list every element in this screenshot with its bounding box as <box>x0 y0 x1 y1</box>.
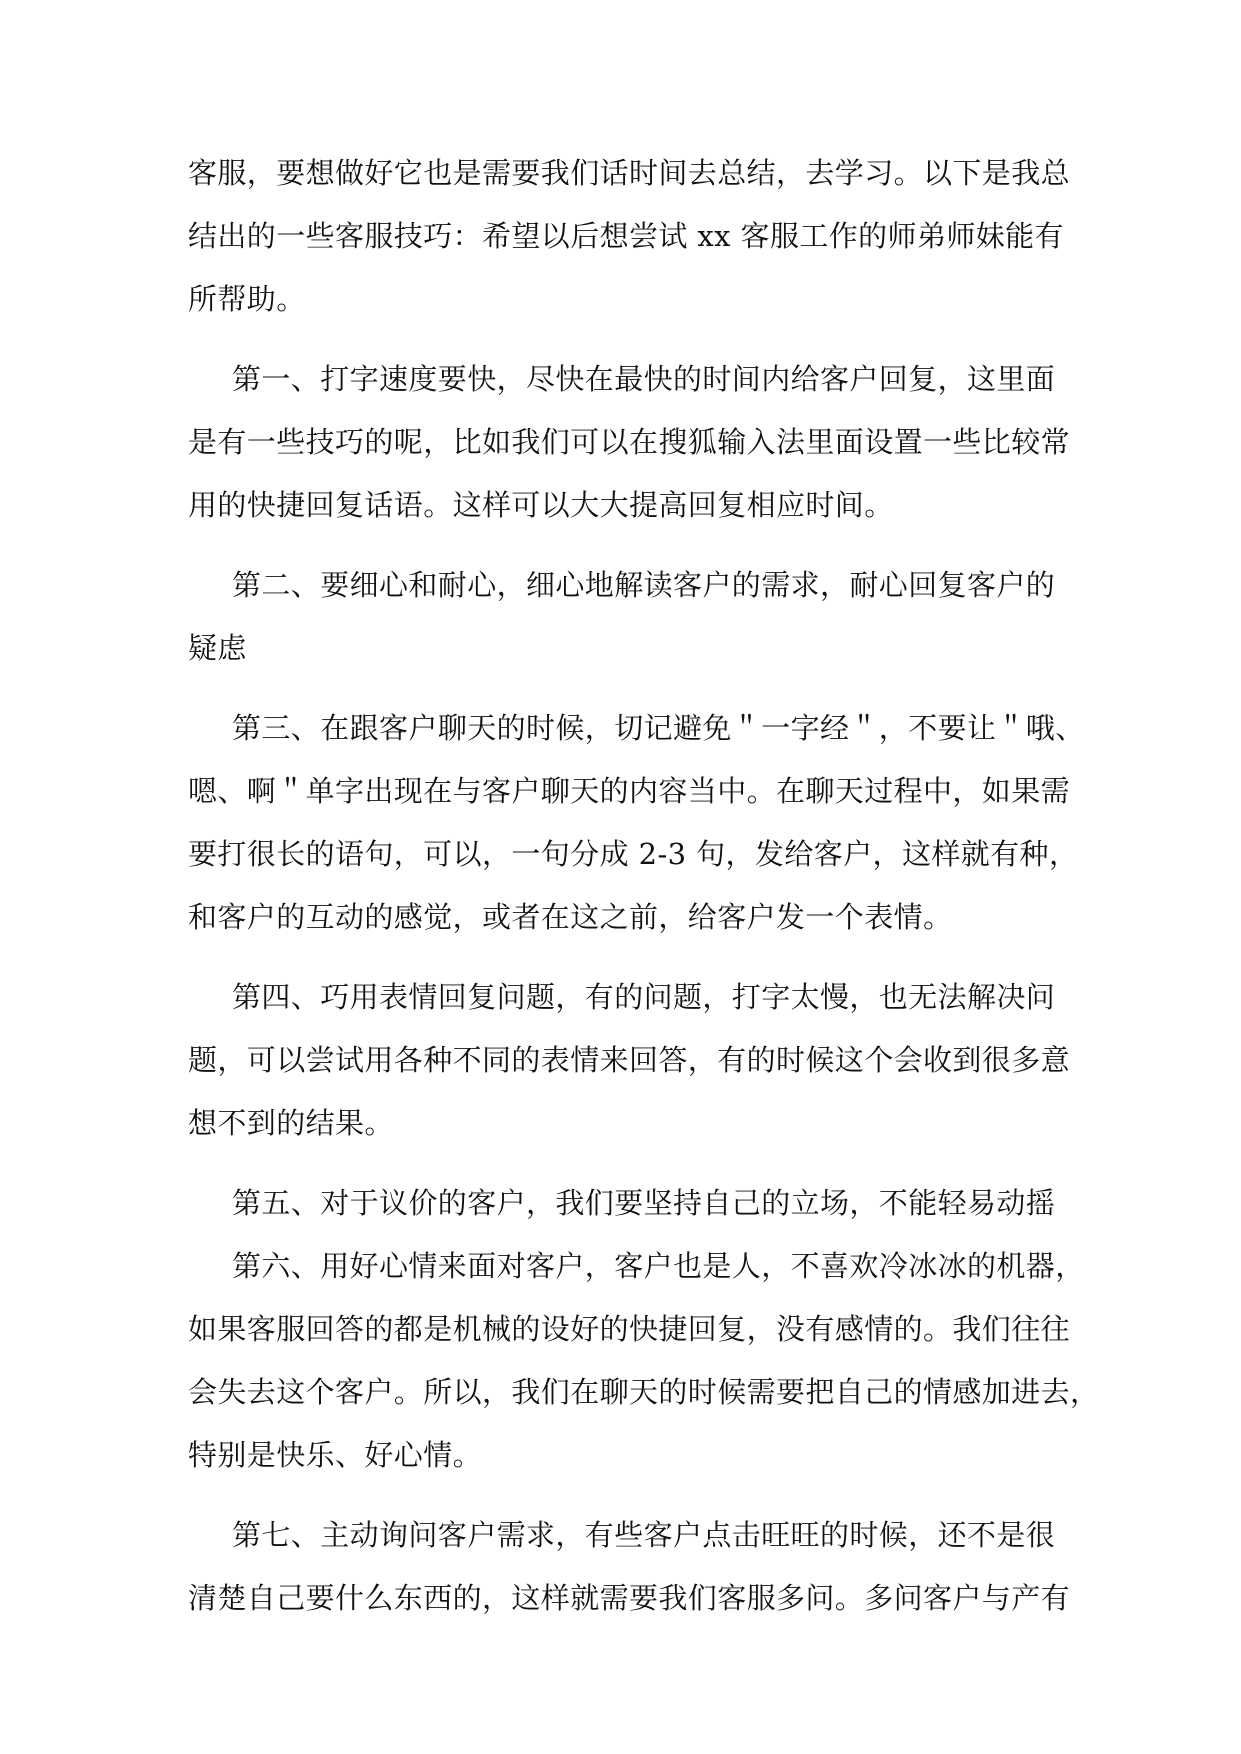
text-line: 结出的一些客服技巧：希望以后想尝试 xx 客服工作的师弟师妹能有 <box>188 219 1064 253</box>
paragraph-start-line: 第三、在跟客户聊天的时候，切记避免＂一字经＂，不要让＂哦、 <box>232 711 1085 745</box>
text-line: 疑虑 <box>188 631 247 665</box>
paragraph-start-line: 第二、要细心和耐心，细心地解读客户的需求，耐心回复客户的 <box>232 568 1056 602</box>
text-line: 特别是快乐、好心情。 <box>188 1438 483 1472</box>
text-line: 清楚自己要什么东西的，这样就需要我们客服多问。多问客户与产有 <box>188 1581 1071 1615</box>
text-line: 题，可以尝试用各种不同的表情来回答，有的时候这个会收到很多意 <box>188 1043 1071 1077</box>
paragraph-start-line: 第六、用好心情来面对客户，客户也是人，不喜欢冷冰冰的机器， <box>232 1249 1085 1283</box>
paragraph-start-line: 第七、主动询问客户需求，有些客户点击旺旺的时候，还不是很 <box>232 1518 1056 1552</box>
text-line: 所帮助。 <box>188 282 306 316</box>
text-line: 客服，要想做好它也是需要我们话时间去总结，去学习。以下是我总 <box>188 156 1071 190</box>
text-line: 要打很长的语句，可以，一句分成 2-3 句，发给客户，这样就有种， <box>188 837 1079 871</box>
text-line: 想不到的结果。 <box>188 1106 394 1140</box>
paragraph-start-line: 第五、对于议价的客户，我们要坚持自己的立场，不能轻易动摇 <box>232 1186 1056 1220</box>
text-line: 嗯、啊＂单字出现在与客户聊天的内容当中。在聊天过程中，如果需 <box>188 774 1071 808</box>
text-line: 和客户的互动的感觉，或者在这之前，给客户发一个表情。 <box>188 900 953 934</box>
text-line: 如果客服回答的都是机械的设好的快捷回复，没有感情的。我们往往 <box>188 1312 1071 1346</box>
text-line: 用的快捷回复话语。这样可以大大提高回复相应时间。 <box>188 488 894 522</box>
text-line: 会失去这个客户。所以，我们在聊天的时候需要把自己的情感加进去， <box>188 1375 1100 1409</box>
text-line: 是有一些技巧的呢，比如我们可以在搜狐输入法里面设置一些比较常 <box>188 425 1071 459</box>
paragraph-start-line: 第一、打字速度要快，尽快在最快的时间内给客户回复，这里面 <box>232 362 1056 396</box>
paragraph-start-line: 第四、巧用表情回复问题，有的问题，打字太慢，也无法解决问 <box>232 980 1056 1014</box>
